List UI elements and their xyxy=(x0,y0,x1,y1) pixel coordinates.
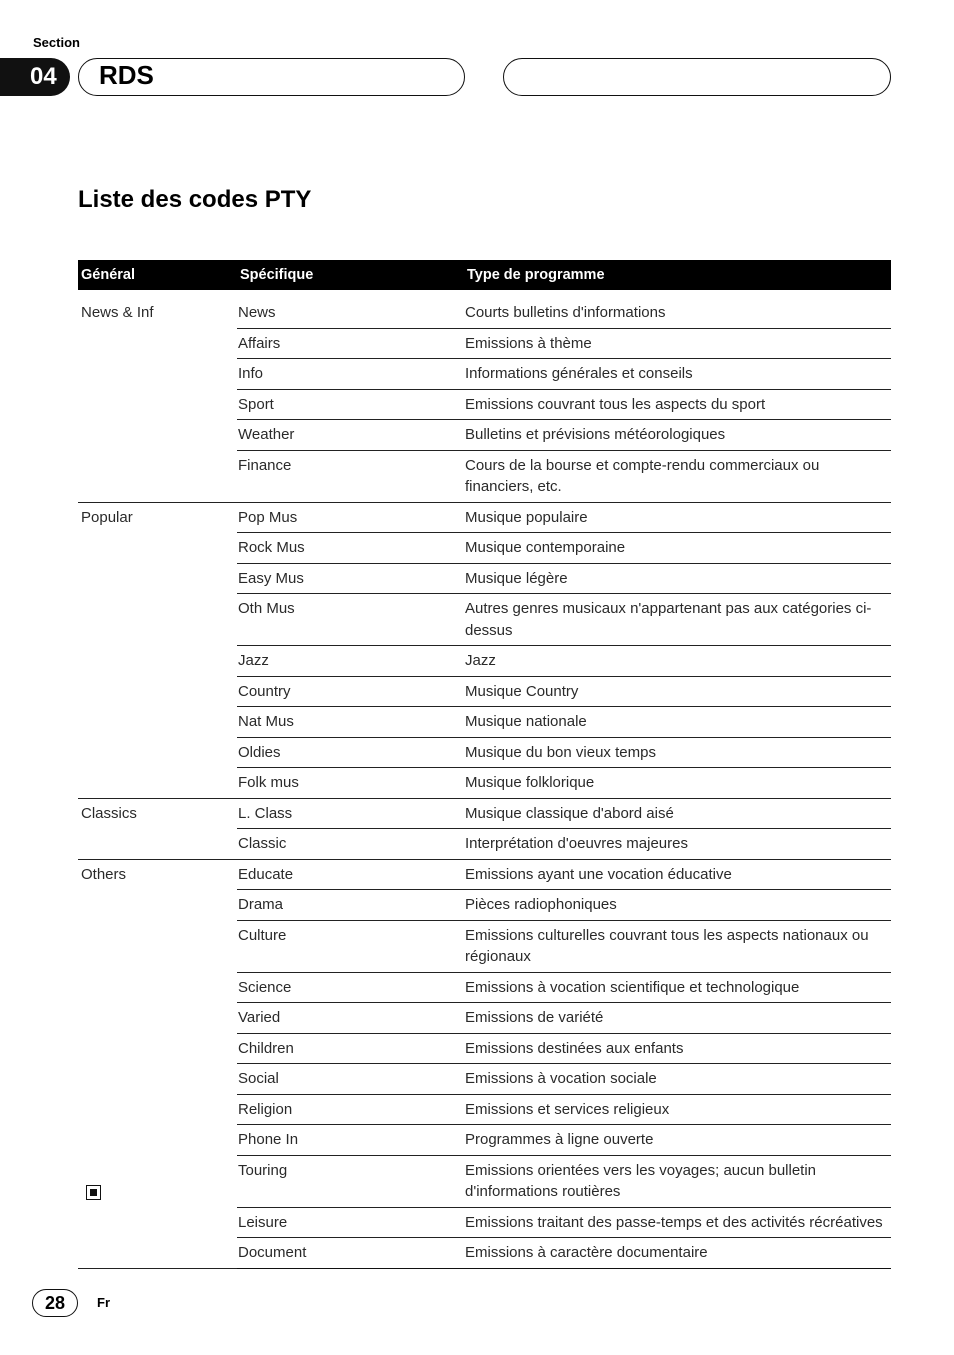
section-number-badge: 04 xyxy=(0,58,70,96)
stop-square-icon xyxy=(86,1185,101,1200)
cell-program-type: Emissions à thème xyxy=(464,328,891,359)
cell-specific: L. Class xyxy=(237,798,464,829)
cell-specific: Varied xyxy=(237,1003,464,1034)
page-number: 28 xyxy=(32,1289,78,1317)
cell-program-type: Pièces radiophoniques xyxy=(464,890,891,921)
page-heading: Liste des codes PTY xyxy=(78,186,312,213)
cell-program-type: Musique nationale xyxy=(464,707,891,738)
cell-specific: Country xyxy=(237,676,464,707)
cell-general: Classics xyxy=(78,798,237,859)
cell-program-type: Musique légère xyxy=(464,563,891,594)
cell-program-type: Emissions couvrant tous les aspects du sport xyxy=(464,389,891,420)
cell-program-type: Emissions et services religieux xyxy=(464,1094,891,1125)
language-code: Fr xyxy=(97,1295,110,1310)
cell-program-type: Musique populaire xyxy=(464,502,891,533)
cell-specific: Drama xyxy=(237,890,464,921)
cell-specific: Children xyxy=(237,1033,464,1064)
cell-program-type: Emissions à caractère documentaire xyxy=(464,1238,891,1269)
cell-general: Popular xyxy=(78,502,237,798)
cell-program-type: Cours de la bourse et compte-rendu commerciaux ou financiers, etc. xyxy=(464,450,891,502)
cell-specific: Pop Mus xyxy=(237,502,464,533)
cell-program-type: Emissions ayant une vocation éducative xyxy=(464,859,891,890)
cell-specific: Info xyxy=(237,359,464,390)
cell-specific: Nat Mus xyxy=(237,707,464,738)
section-label: Section xyxy=(33,35,80,50)
cell-specific: Oth Mus xyxy=(237,594,464,646)
cell-program-type: Emissions culturelles couvrant tous les aspects nationaux ou régionaux xyxy=(464,920,891,972)
cell-specific: Finance xyxy=(237,450,464,502)
cell-program-type: Programmes à ligne ouverte xyxy=(464,1125,891,1156)
cell-specific: Rock Mus xyxy=(237,533,464,564)
cell-program-type: Emissions de variété xyxy=(464,1003,891,1034)
cell-program-type: Emissions à vocation sociale xyxy=(464,1064,891,1095)
cell-specific: Religion xyxy=(237,1094,464,1125)
cell-specific: Affairs xyxy=(237,328,464,359)
cell-program-type: Autres genres musicaux n'appartenant pas aux catégories ci-dessus xyxy=(464,594,891,646)
cell-specific: Touring xyxy=(237,1155,464,1207)
cell-program-type: Bulletins et prévisions météorologiques xyxy=(464,420,891,451)
pty-codes-table xyxy=(78,260,891,1269)
cell-program-type: Emissions orientées vers les voyages; aucun bulletin d'informations routières xyxy=(464,1155,891,1207)
column-header-type: Type de programme xyxy=(464,260,891,290)
cell-specific: Weather xyxy=(237,420,464,451)
cell-program-type: Musique contemporaine xyxy=(464,533,891,564)
cell-program-type: Interprétation d'oeuvres majeures xyxy=(464,829,891,860)
cell-general: Others xyxy=(78,859,237,1268)
cell-specific: Easy Mus xyxy=(237,563,464,594)
header-empty-pill xyxy=(503,58,891,96)
cell-program-type: Emissions destinées aux enfants xyxy=(464,1033,891,1064)
table-row xyxy=(78,859,891,890)
table-row xyxy=(78,502,891,533)
cell-general: News & Inf xyxy=(78,290,237,502)
cell-specific: Culture xyxy=(237,920,464,972)
table-body xyxy=(78,290,891,1268)
cell-specific: Classic xyxy=(237,829,464,860)
table-header-row xyxy=(78,260,891,290)
cell-program-type: Jazz xyxy=(464,646,891,677)
cell-program-type: Courts bulletins d'informations xyxy=(464,290,891,328)
pty-table-container xyxy=(78,260,891,1269)
cell-specific: News xyxy=(237,290,464,328)
cell-specific: Oldies xyxy=(237,737,464,768)
cell-program-type: Musique folklorique xyxy=(464,768,891,799)
cell-specific: Social xyxy=(237,1064,464,1095)
cell-specific: Educate xyxy=(237,859,464,890)
cell-specific: Leisure xyxy=(237,1207,464,1238)
cell-specific: Science xyxy=(237,972,464,1003)
cell-specific: Document xyxy=(237,1238,464,1269)
section-title: RDS xyxy=(78,58,465,96)
cell-specific: Folk mus xyxy=(237,768,464,799)
cell-program-type: Musique Country xyxy=(464,676,891,707)
column-header-specific: Spécifique xyxy=(237,260,464,290)
cell-specific: Jazz xyxy=(237,646,464,677)
column-header-general: Général xyxy=(78,260,237,290)
cell-program-type: Musique du bon vieux temps xyxy=(464,737,891,768)
cell-specific: Phone In xyxy=(237,1125,464,1156)
cell-program-type: Emissions traitant des passe-temps et des activités récréatives xyxy=(464,1207,891,1238)
cell-specific: Sport xyxy=(237,389,464,420)
table-row xyxy=(78,798,891,829)
cell-program-type: Musique classique d'abord aisé xyxy=(464,798,891,829)
table-row xyxy=(78,290,891,328)
cell-program-type: Informations générales et conseils xyxy=(464,359,891,390)
cell-program-type: Emissions à vocation scientifique et technologique xyxy=(464,972,891,1003)
